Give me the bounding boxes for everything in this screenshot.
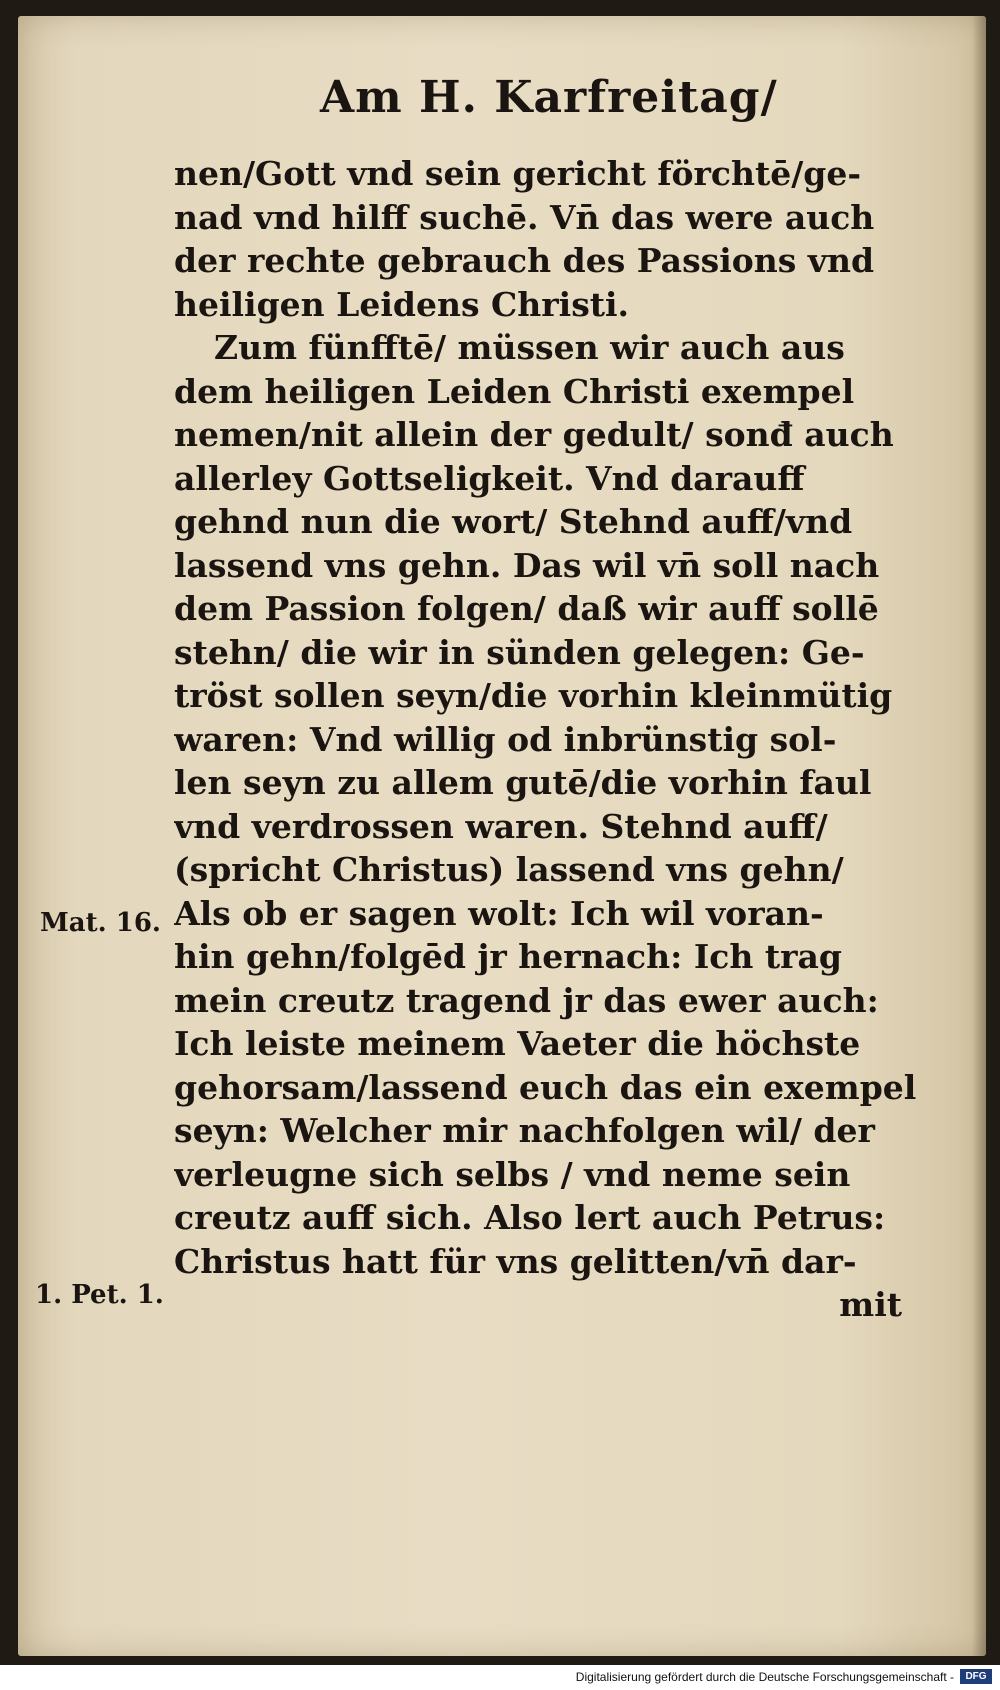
text-line: der rechte gebrauch des Passions vnd: [174, 241, 875, 280]
text-line: lassend vns gehn. Das wil vn̄ soll nach: [174, 545, 880, 585]
text-line: verleugne sich selbs / vnd neme sein: [174, 1154, 851, 1194]
text-line: nemen/nit allein der gedult/ sonđ auch: [174, 415, 894, 454]
text-line: dem heiligen Leiden Christi exempel: [174, 371, 855, 411]
margin-note-peter: 1. Pet. 1.: [35, 1280, 164, 1310]
text-line: hin gehn/folgēd jr hernach: Ich trag: [174, 937, 842, 976]
text-line: Ich leiste meinem Vaeter die höchste: [174, 1024, 861, 1063]
text-line: seyn: Welcher mir nachfolgen wil/ der: [174, 1111, 875, 1150]
running-header: Am H. Karfreitag/: [320, 72, 778, 123]
text-line: gehnd nun die wort/ Stehnd auff/vnd: [174, 502, 853, 541]
funding-credit: Digitalisierung gefördert durch die Deutsche Forschungsgemeinschaft -: [575, 1670, 954, 1684]
page-edge-shadow: [972, 16, 986, 1656]
text-line: dem Passion folgen/ daß wir auff sollē: [174, 589, 879, 628]
text-line: vnd verdrossen waren. Stehnd auff/: [174, 806, 828, 846]
dfg-logo: DFG: [960, 1669, 992, 1684]
text-line: mein creutz tragend jr das ewer auch:: [174, 980, 879, 1020]
text-line: Christus hatt für vns gelitten/vn̄ dar-: [174, 1241, 857, 1281]
text-line: creutz auff sich. Also lert auch Petrus:: [174, 1198, 886, 1237]
text-line: (spricht Christus) lassend vns gehn/: [174, 850, 844, 889]
catchword: mit: [839, 1285, 902, 1324]
text-line: waren: Vnd willig od inbrünstig sol-: [174, 719, 837, 759]
text-line: nen/Gott vnd sein gericht förchtē/ge-: [174, 154, 862, 193]
text-line: nad vnd hilff suchē. Vn̄ das were auch: [174, 197, 875, 237]
text-line: Zum fünfftē/ müssen wir auch aus: [214, 328, 845, 367]
margin-note-matthew: Mat. 16.: [40, 908, 161, 938]
text-line: stehn/ die wir in sünden gelegen: Ge-: [174, 632, 865, 672]
text-line: heiligen Leidens Christi.: [174, 284, 630, 324]
text-line: allerley Gottseligkeit. Vnd darauff: [174, 458, 805, 498]
page-body-text: [174, 152, 934, 1327]
text-line: Als ob er sagen wolt: Ich wil voran-: [174, 893, 824, 933]
text-line: gehorsam/lassend euch das ein exempel: [174, 1067, 917, 1107]
text-line: tröst sollen seyn/die vorhin kleinmütig: [174, 676, 893, 715]
text-line: len seyn zu allem gutē/die vorhin faul: [174, 763, 872, 802]
digitization-footer: [0, 1665, 1000, 1690]
